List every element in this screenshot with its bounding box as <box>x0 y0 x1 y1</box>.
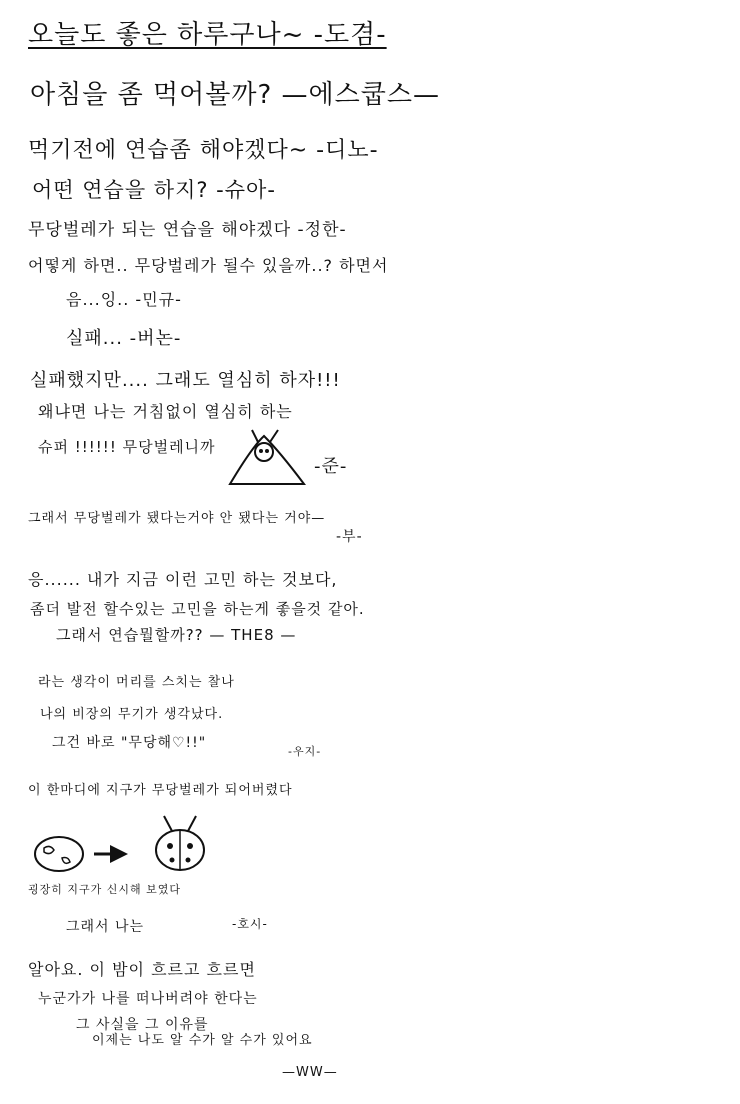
line-jeonghan: 무당벌레가 되는 연습을 해야겠다 -정한- <box>28 220 347 240</box>
line-jun: -준- <box>314 456 348 477</box>
line-failed: 실패했지만.... 그래도 열심히 하자!!! <box>30 370 341 391</box>
line-mingyu: 음...잉.. -민규- <box>66 290 182 309</box>
line-better: 좀더 발전 할수있는 고민을 하는게 좋을것 같아. <box>30 600 365 618</box>
line-the-fact: 그 사실을 그 이유를 <box>76 1017 209 1033</box>
line-that-is: 그건 바로 "무당해♡!!" <box>52 735 207 751</box>
line-so-pretty: 굉장히 지구가 신시해 보였다 <box>28 883 182 896</box>
earth-drawing-icon <box>32 834 86 874</box>
line-now-i: 이제는 나도 알 수가 알 수가 있어요 <box>92 1033 313 1048</box>
line-scoups: 아침을 좀 먹어볼까? —에스쿱스— <box>30 80 440 110</box>
line-because: 왜냐면 나는 거침없이 열심히 하는 <box>38 402 293 421</box>
line-so-i: 그래서 나는 <box>66 919 145 935</box>
line-ww: —WW— <box>282 1065 338 1080</box>
ladybug-drawing-icon <box>222 422 312 492</box>
line-dokyeom: 오늘도 좋은 하루구나~ -도겸- <box>28 20 387 50</box>
line-vernon: 실패... -버논- <box>66 328 182 349</box>
line-dino: 먹기전에 연습좀 해야겠다~ -디노- <box>28 138 379 163</box>
line-thought: 라는 생각이 머리를 스치는 찰나 <box>38 675 235 690</box>
line-joshua: 어떤 연습을 하지? -슈아- <box>32 178 276 202</box>
line-i-know: 알아요. 이 밤이 흐르고 흐르면 <box>28 960 256 979</box>
line-became: 그래서 무당벌레가 됐다는거야 안 됐다는 거야— <box>28 511 326 526</box>
line-the8: 그래서 연습뭘할까?? — THE8 — <box>56 626 297 644</box>
line-rather: 응...... 내가 지금 이런 고민 하는 것보다, <box>28 570 338 589</box>
line-woozi: -우지- <box>288 745 322 758</box>
line-someone: 누군가가 나를 떠나버려야 한다는 <box>38 991 258 1007</box>
line-boo: -부- <box>336 529 363 545</box>
line-how-to: 어떻게 하면.. 무당벌레가 될수 있을까..? 하면서 <box>28 256 389 275</box>
line-weapon: 나의 비장의 무기가 생각났다. <box>40 707 224 722</box>
line-hoshi: -호시- <box>232 917 268 931</box>
line-earth: 이 한마디에 지구가 무당벌레가 되어버렸다 <box>28 783 293 798</box>
line-super: 슈퍼 !!!!!! 무당벌레니까 <box>38 438 216 456</box>
arrow-icon <box>92 842 132 866</box>
ladybug-earth-drawing-icon <box>150 812 210 874</box>
